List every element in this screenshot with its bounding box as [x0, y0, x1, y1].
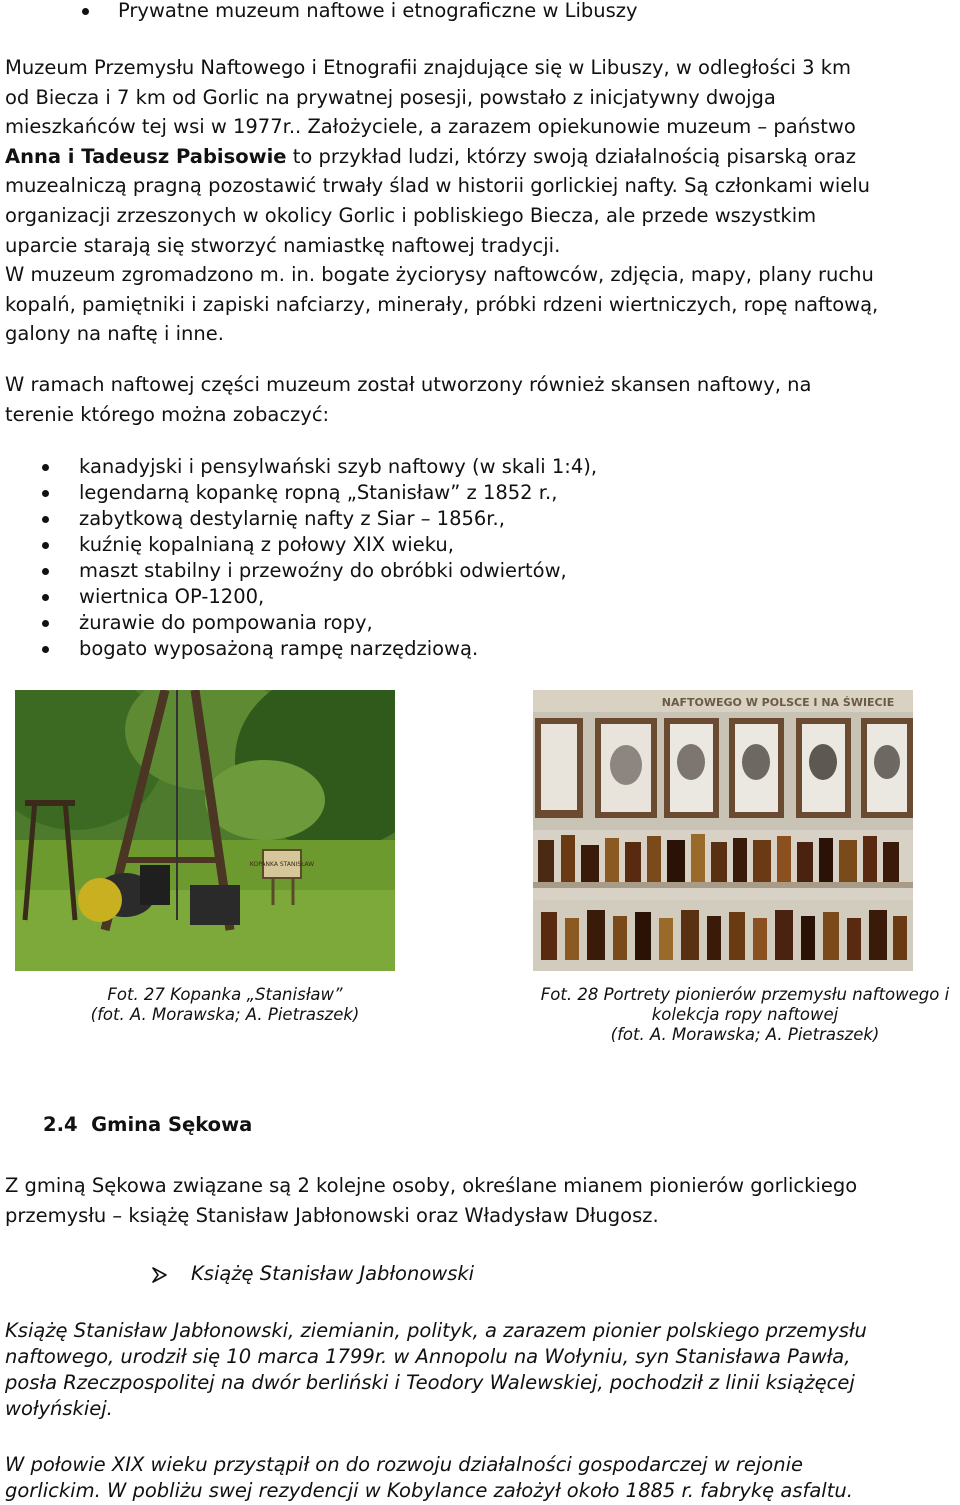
- list-item-text: wiertnica OP-1200,: [79, 585, 265, 608]
- caption-line: (fot. A. Morawska; A. Pietraszek): [90, 1005, 360, 1024]
- paragraph-line: naftowego, urodził się 10 marca 1799r. w Annopolu na Wołyniu, syn Stanisława Pawła,: [5, 1345, 851, 1368]
- paragraph-1: [5, 53, 878, 349]
- paragraph-line: Z gminą Sękowa związane są 2 kolejne osoby, określane mianem pionierów gorlickiego: [5, 1174, 858, 1197]
- paragraph-line: organizacji zrzeszonych w okolicy Gorlic i pobliskiego Biecza, ale przede wszystkim: [5, 203, 817, 227]
- paragraph-line: Książę Stanisław Jabłonowski, ziemianin, polityk, a zarazem pionier polskiego przemysłu: [5, 1319, 867, 1342]
- paragraph-line: od Biecza i 7 km od Gorlic na prywatnej posesji, powstało z inicjatywny dwojga: [5, 85, 776, 109]
- paragraph-line: W muzeum zgromadzono m. in. bogate życiorysy naftowców, zdjęcia, mapy, plany ruchu: [5, 263, 874, 287]
- paragraph-line: terenie którego można zobaczyć:: [5, 402, 330, 426]
- caption-line: (fot. A. Morawska; A. Pietraszek): [610, 1025, 880, 1044]
- bullet-dot: [42, 594, 49, 601]
- list-item-text: żurawie do pompowania ropy,: [79, 611, 373, 634]
- caption-left: [15, 985, 435, 1025]
- founders-name: Anna i Tadeusz Pabisowie: [5, 144, 287, 168]
- photo-kopanka: [15, 690, 395, 971]
- paragraph-line: posła Rzeczpospolitej na dwór berliński i Teodory Walewskiej, pochodził z linii książęcej: [5, 1371, 855, 1394]
- bullet-dot: [42, 490, 49, 497]
- bullet-dot: [42, 542, 49, 549]
- bullet-dot: [42, 646, 49, 653]
- paragraph-line: mieszkańców tej wsi w 1977r.. Założyciele, a zarazem opiekunowie muzeum – państwo: [5, 115, 856, 139]
- caption-line: kolekcja ropy naftowej: [651, 1005, 839, 1024]
- photo-portraits-graphic: [533, 690, 913, 971]
- list-item-text: zabytkową destylarnię nafty z Siar – 1856r.,: [79, 507, 505, 530]
- paragraph-2: [5, 370, 811, 429]
- subheading-person: Książę Stanisław Jabłonowski: [191, 1262, 475, 1285]
- photo-portraits: [533, 690, 913, 971]
- paragraph-line: kopalń, pamiętniki i zapiski nafciarzy, minerały, próbki rdzeni wiertniczych, ropę naftową,: [5, 292, 879, 316]
- caption-right: [530, 985, 960, 1045]
- list-item-text: kanadyjski i pensylwański szyb naftowy (w skali 1:4),: [79, 455, 598, 478]
- section-heading: 2.4 Gmina Sękowa: [43, 1113, 253, 1136]
- museum-banner-text: NAFTOWEGO W POLSCE I NA ŚWIECIE: [661, 696, 895, 709]
- list-item-text: legendarną kopankę ropną „Stanisław” z 1852 r.,: [79, 481, 558, 504]
- bullet-dot: [42, 568, 49, 575]
- paragraph-5: [5, 1452, 853, 1504]
- bullet-dot: [42, 464, 49, 471]
- paragraph-line-rest: to przykład ludzi, którzy swoją działalnością pisarską oraz: [286, 144, 856, 168]
- top-bullet-text: Prywatne muzeum naftowe i etnograficzne w Libuszy: [118, 0, 638, 22]
- paragraph-line: przemysłu – książę Stanisław Jabłonowski oraz Władysław Długosz.: [5, 1203, 659, 1227]
- arrowhead-bullet-icon: [151, 1266, 169, 1284]
- list-item-text: bogato wyposażoną rampę narzędziową.: [79, 637, 479, 660]
- paragraph-3: [5, 1171, 857, 1230]
- paragraph-line: W ramach naftowej części muzeum został utworzony również skansen naftowy, na: [5, 373, 812, 396]
- paragraph-line: [5, 142, 878, 172]
- list-item-text: kuźnię kopalnianą z połowy XIX wieku,: [79, 533, 454, 556]
- bullet-dot: [42, 516, 49, 523]
- paragraph-4: [5, 1318, 867, 1422]
- paragraph-line: Muzeum Przemysłu Naftowego i Etnografii znajdujące się w Libuszy, w odległości 3 km: [5, 56, 851, 79]
- paragraph-line: galony na naftę i inne.: [5, 322, 224, 346]
- paragraph-line: wołyńskiej.: [5, 1397, 113, 1420]
- photo-kopanka-graphic: [15, 690, 395, 971]
- bullet-dot: [42, 620, 49, 627]
- paragraph-line: uparcie starają się stworzyć namiastkę naftowej tradycji.: [5, 233, 561, 257]
- paragraph-line: W połowie XIX wieku przystąpił on do rozwoju działalności gospodarczej w rejonie: [5, 1453, 804, 1476]
- caption-line: Fot. 28 Portrety pionierów przemysłu naftowego i: [540, 985, 950, 1004]
- caption-line: Fot. 27 Kopanka „Stanisław”: [107, 985, 343, 1004]
- paragraph-line: gorlickim. W pobliżu swej rezydencji w Kobylance założył około 1885 r. fabrykę asfaltu.: [5, 1479, 853, 1502]
- paragraph-line: muzealniczą pragną pozostawić trwały ślad w historii gorlickiej nafty. Są członkami wielu: [5, 174, 871, 198]
- kopanka-sign-text: KOPANKA STANISŁAW: [249, 861, 315, 868]
- list-item-text: maszt stabilny i przewoźny do obróbki odwiertów,: [79, 559, 567, 582]
- bullet-dot: [82, 8, 89, 15]
